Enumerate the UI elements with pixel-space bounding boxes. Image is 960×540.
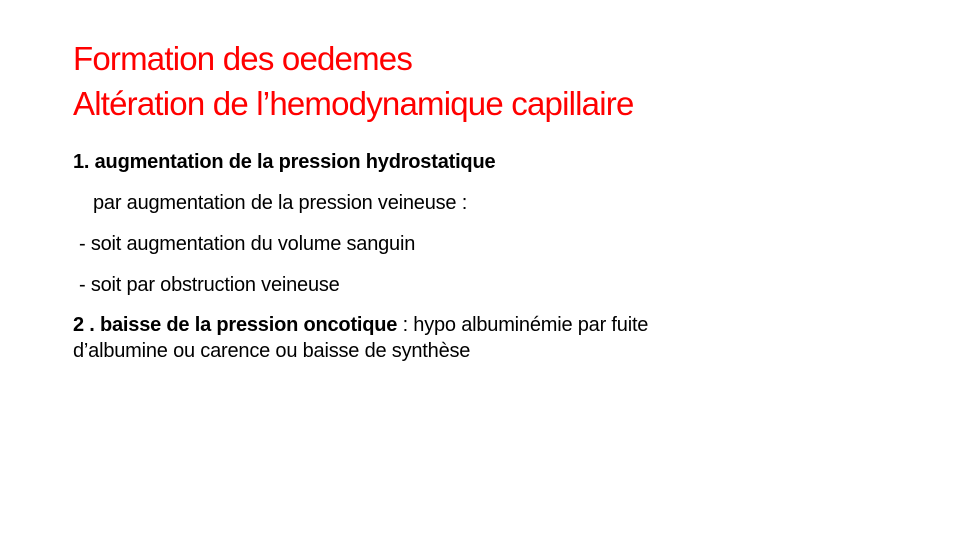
slide-title — [73, 36, 933, 126]
slide-body — [73, 148, 933, 366]
point-2-line-2: d’albumine ou carence ou baisse de synthèse — [73, 340, 471, 362]
point-1-subheading: par augmentation de la pression veineuse : — [93, 192, 468, 214]
point-1-item-1: - soit augmentation du volume sanguin — [79, 233, 416, 255]
point-1-heading: 1. augmentation de la pression hydrostatique — [73, 151, 496, 173]
title-line-2: Altération de l’hemodynamique capillaire — [73, 85, 634, 122]
point-1-item-2: - soit par obstruction veineuse — [79, 274, 340, 296]
title-line-1: Formation des oedemes — [73, 40, 413, 77]
point-2-text: : hypo albuminémie par fuite — [397, 314, 649, 336]
point-2-line-1 — [73, 312, 933, 338]
point-2-heading: 2 . baisse de la pression oncotique — [73, 314, 398, 336]
